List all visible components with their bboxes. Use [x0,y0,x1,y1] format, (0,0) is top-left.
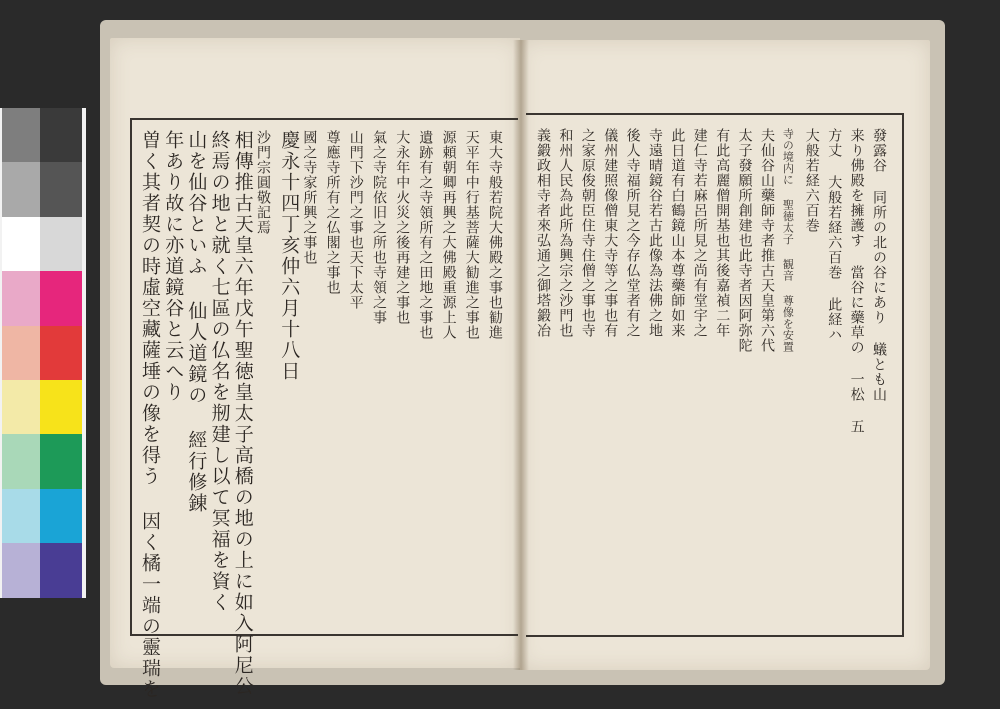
color-swatch [40,434,82,488]
text-column: 太子發願所創建也此寺者因阿弥陀 [736,128,753,353]
color-swatch [2,489,40,543]
text-column: 之家原俊朝臣住寺住僧之事也寺 [579,128,596,338]
text-column: 東大寺般若院大佛殿之事也勧進 [487,130,503,340]
text-column: 相傳推古天皇六年戊午聖徳皇太子高橋の地の上に如入阿尼公 [231,130,254,697]
text-column: 沙門宗圓敬記焉 [255,130,271,235]
text-column: 夫仙谷山藥師寺者推古天皇第六代 [759,128,775,353]
color-swatch [2,434,40,488]
text-column: 寺遠晴鏡谷若古此像為法佛之地 [647,128,663,338]
color-swatch [40,380,82,434]
text-column: 和州人民為此所為興宗之沙門也 [557,128,574,338]
text-column: 後人寺福所見之今存仏堂者有之 [624,128,641,338]
text-column: 山を仙谷といふ 仙人道鏡の 經行修錬 [185,130,208,514]
color-swatch [40,217,82,271]
text-column: 尊應寺所有之仏閣之事也 [324,130,341,295]
color-calibration-card [0,108,86,598]
color-swatch [40,162,82,216]
text-column: 年あり故に亦道鏡谷と云へり [162,130,185,403]
color-swatch [2,380,40,434]
text-column: 大永年中火災之後再建之事也 [394,130,411,325]
text-column: 國之寺家所興之事也 [301,130,318,265]
color-swatch [40,108,82,162]
color-swatch [40,543,82,597]
text-column: 此日道有白鶴鏡山本尊藥師如来 [669,128,686,338]
text-column: 儀州建照像僧東大寺等之事也有 [602,128,619,338]
color-swatch [40,326,82,380]
color-swatch [2,543,40,597]
text-column: 来り佛殿を擁護す 當谷に藥草の 一松 五 [848,128,865,434]
text-column: 源頼朝卿再興之大佛殿重源上人 [440,130,457,340]
color-swatch [2,271,40,325]
color-swatch [2,108,40,162]
color-swatch [40,271,82,325]
color-swatch [2,326,40,380]
text-column: 寺の境内に 聖徳太子 観音 尊像を安置 [781,128,795,353]
text-column: 方丈 大般若経六百巻 此経ハ [826,128,843,342]
color-swatch [40,489,82,543]
text-column: 遺跡有之寺領所有之田地之事也 [417,130,434,340]
text-column: 天平年中行基菩薩大勧進之事也 [463,130,480,340]
text-column: 發露谷 同所の北の谷にあり 蟻とも山 [871,128,887,402]
text-column: 曽く其者契の時虛空藏薩埵の像を得う 因く橘一端の靈瑞を [139,130,161,700]
text-column: 慶永十四丁亥仲六月十八日 [278,130,301,382]
text-column: 氣之寺院依旧之所也寺領之事 [371,130,387,325]
text-column: 有此高麗僧開基也其後嘉禎二年 [714,128,731,338]
text-column: 終焉の地と就く七區の仏名を剏建し以て冥福を資く [208,130,231,613]
color-swatch [2,162,40,216]
text-column: 義鍛政相寺者來弘通之御塔鍛冶 [535,128,551,338]
text-column: 大般若経六百巻 [803,128,820,233]
text-column: 建仁寺若麻呂所見之尚有堂宇之 [691,128,708,338]
text-column: 山門下沙門之事也天下太平 [347,130,364,310]
color-swatch [2,217,40,271]
